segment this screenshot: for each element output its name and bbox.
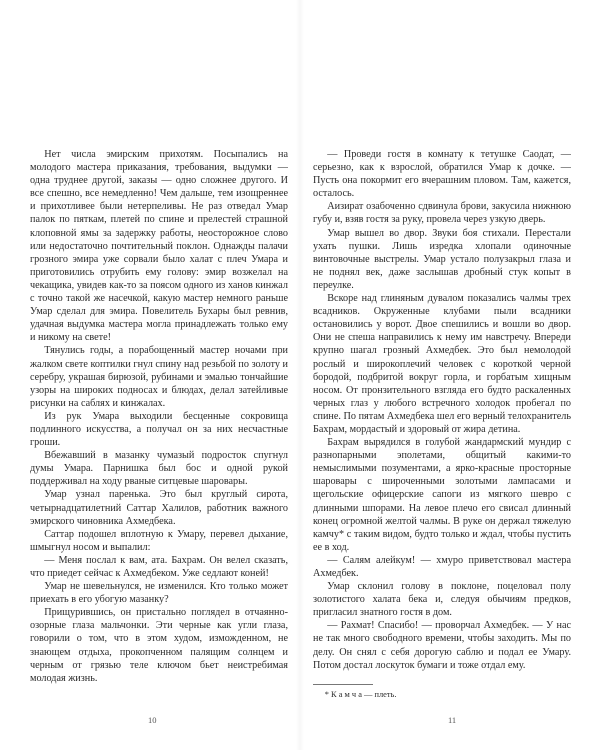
right-paragraph-1: — Проведи гостя в комнату к тетушке Саодат, — серьезно, как к взрослой, обратился Умар к дочке. — Пусть она покормит его вчерашним пловом. Там, кажется, осталось.	[313, 149, 571, 200]
left-paragraph-7: — Меня послал к вам, ата. Бахрам. Он велел сказать, что приедет сейчас к Ахмедбеком. Уже седлают коней!	[30, 554, 288, 579]
right-paragraph-2: Аизират озабоченно сдвинула брови, закусила нижнюю губу и, взяв гостя за руку, провела через узкую дверь.	[313, 201, 571, 226]
book-gutter	[296, 0, 304, 750]
right-page-number: 11	[448, 715, 457, 725]
left-paragraph-9: Прищурившись, он пристально поглядел в отчаянно-озорные глаза мальчонки. Эти черные как угли глаза, говорили о том, что в этом худом, изможденном, не знающем отдыха, прокопченном палящим солнцем и черным от грязью теле ключом бьет неистребимая молодая жизнь.	[30, 607, 288, 684]
right-paragraph-5: Бахрам вырядился в голубой жандармский мундир с разнопарными эполетами, общитый какими-то немыслимыми позументами, а ярко-красные просторные шаровары с широченными золотыми лампасами и щегольские офицерские сапоги из мягкого шевро с длинными шпорами. На левое плечо его свисал длинный конец огромной желтой чалмы. В руке он держал тяжелую камчу* с таким видом, будто только и ждал, чтобы пустить ее в ход.	[313, 437, 571, 553]
left-page	[30, 148, 288, 685]
left-paragraph-2: Тянулись годы, а порабощенный мастер ночами при жалком свете коптилки гнул спину над резьбой по золоту и серебру, украшая бирюзой, рубинами и эмалью тончайшие узоры на широких подносах и блюдах, делал затейливые рисунки на саблях и кинжалах.	[30, 345, 288, 409]
left-paragraph-5: Умар узнал паренька. Это был круглый сирота, четырнадцатилетний Саттар Халилов, работник важного эмирского чиновника Ахмедбека.	[30, 489, 288, 527]
right-paragraph-3: Умар вышел во двор. Звуки боя стихали. Перестали ухать пушки. Лишь изредка хлопали одиночные винтовочные выстрелы. Умар устало полузакрыл глаза и не поднял век, даже заслышав дробный стук копыт в переулке.	[313, 227, 571, 291]
footnote-divider	[313, 684, 373, 685]
left-page-number: 10	[148, 715, 157, 725]
footnote: * К а м ч а — плеть.	[324, 689, 397, 699]
left-paragraph-6: Саттар подошел вплотную к Умару, перевел дыхание, шмыгнул носом и выпалил:	[30, 528, 288, 553]
right-paragraph-4: Вскоре над глиняным дувалом показались чалмы трех всадников. Окруженные клубами пыли всадники остановились у ворот. Двое спешились и вошли во двор. Они не спеша направились к нему им навстречу. Впереди крупно шагал грозный Ахмедбек. Это был немолодой рослый и широкоплечий человек с короткой черной бородой, подбритой вокруг горла, и горбатым хищным носом. От пронзительного взгляда его будто раскаленных черных глаз у любого встречного холодок пробегал по спине. По пятам Ахмедбека шел его верный телохранитель Бахрам, мордастый и здоровый от жира детина.	[313, 293, 571, 435]
left-paragraph-4: Вбежавший в мазанку чумазый подросток спугнул думы Умара. Парнишка был бос и одной рукой поддерживал на ходу рваные ситцевые шаровары.	[30, 450, 288, 488]
left-paragraph-1: Нет числа эмирским прихотям. Посыпались на молодого мастера приказания, требования, выдумки — одна труднее другой, заказы — одно сложнее другого. И все спешно, все немедленно! Чем дальше, тем изощреннее и прихотливее были нетерпеливы. Не раз отведал Умар палок по пяткам, плетей по спине и прелестей страшной клоповной ямы за задержку работы, неосторожное слово или недостаточно почтительный поклон. Однажды палачи грозного эмира уже сорвали было халат с плеч Умара и приготовились отрубить ему голову: эмир возжелал на чекащика, увидев как-то за поясом одного из ханов кинжал с точно такой же насечкой, какую мастер немного раньше Умар сделал для эмира. Повелитель Бухары был ревнив, удачная выдумка мастера могла принадлежать только ему и никому на свете!	[30, 149, 288, 344]
right-paragraph-7: Умар склонил голову в поклоне, поцеловал полу золотистого халата бека и, следуя обычиям предков, пригласил знатного гостя в дом.	[313, 581, 571, 619]
right-page	[313, 148, 571, 700]
left-paragraph-3: Из рук Умара выходили бесценные сокровища подлинного искусства, а получал он за них несчастные гроши.	[30, 410, 288, 449]
right-paragraph-6: — Салям алейкум! — хмуро приветствовал мастера Ахмедбек.	[313, 554, 571, 579]
left-paragraph-8: Умар не шевельнулся, не изменился. Кто только может приехать в его убогую мазанку?	[30, 581, 288, 606]
right-paragraph-8: — Рахмат! Спасибо! — проворчал Ахмедбек. — У нас не так много свободного времени, чтобы заходить. Мы по делу. Он снял с себя дорогую саблю и подал ее Умару. Потом достал лоскуток бумаги и тоже отдал ему.	[313, 620, 571, 671]
